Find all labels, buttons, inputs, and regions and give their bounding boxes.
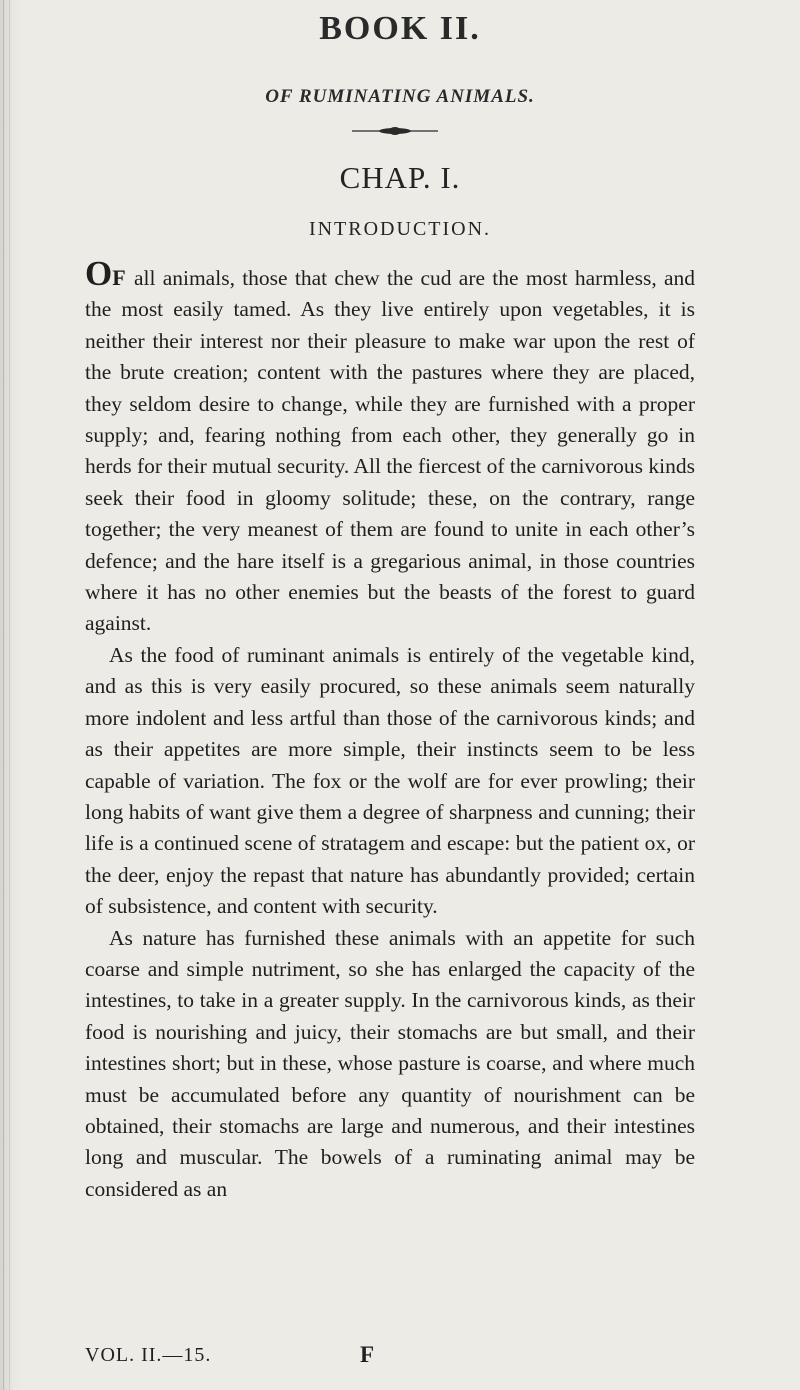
volume-signature: VOL. II.—15. — [85, 1344, 212, 1366]
book-number-heading: BOOK II. — [319, 10, 481, 47]
page-binding-edge — [0, 0, 22, 1390]
section-heading: INTRODUCTION. — [308, 218, 492, 240]
chapter-title: CHAP. I. — [339, 160, 461, 195]
paragraph-2: As the food of ruminant animals is entirely of the vegetable kind, and as this is very easily procured, so these animals seem naturally more indolent and less artful than those of the carnivorous kinds; and as their appetites are more simple, their instincts seem to be less capable of variation. The fox or the wolf are for ever prowling; their long habits of want give them a degree of sharpness and cunning; their life is a continued scene of stratagem and escape: but the patient ox, or the deer, enjoy the repast that nature has abundantly provided; certain of subsistence, and content with security. — [85, 642, 695, 919]
page-footer — [85, 1344, 485, 1374]
gathering-signature: F — [360, 1342, 375, 1367]
ornament-rule-icon — [350, 126, 440, 136]
paragraph-1 — [85, 254, 695, 640]
first-word-rest: F — [112, 265, 127, 290]
drop-cap: O — [85, 254, 113, 293]
body-text — [85, 254, 695, 1205]
paragraph-1-text: all animals, those that chew the cud are the most harmless, and the most easily tamed. As they live entirely upon vegetables, it is neither their interest nor their pleasure to make war upon the rest of the brute creation; content with the pastures where they are placed, they seldom desire to change, while they are furnished with a proper supply; and, fearing nothing from each other, they generally go in herds for their mutual security. All the fiercest of the carnivorous kinds seek their food in gloomy solitude; these, on the contrary, range together; the very meanest of them are found to unite in each other’s defence; and the hare itself is a gregarious animal, in those countries where it has no other enemies but the beasts of the forest to guard against. — [85, 266, 695, 636]
paragraph-3: As nature has furnished these animals with an appetite for such coarse and simple nutriment, so she has enlarged the capacity of the intestines, to take in a greater supply. In the carnivorous kinds, as their food is nourishing and juicy, their stomachs are but small, and their intestines short; but in these, whose pasture is coarse, and where much must be accumulated before any quantity of nourishment can be obtained, their stomachs are large and numerous, and their intestines long and muscular. The bowels of a ruminating animal may be considered as an — [85, 925, 695, 1201]
book-subtitle: OF RUMINATING ANIMALS. — [265, 86, 535, 107]
